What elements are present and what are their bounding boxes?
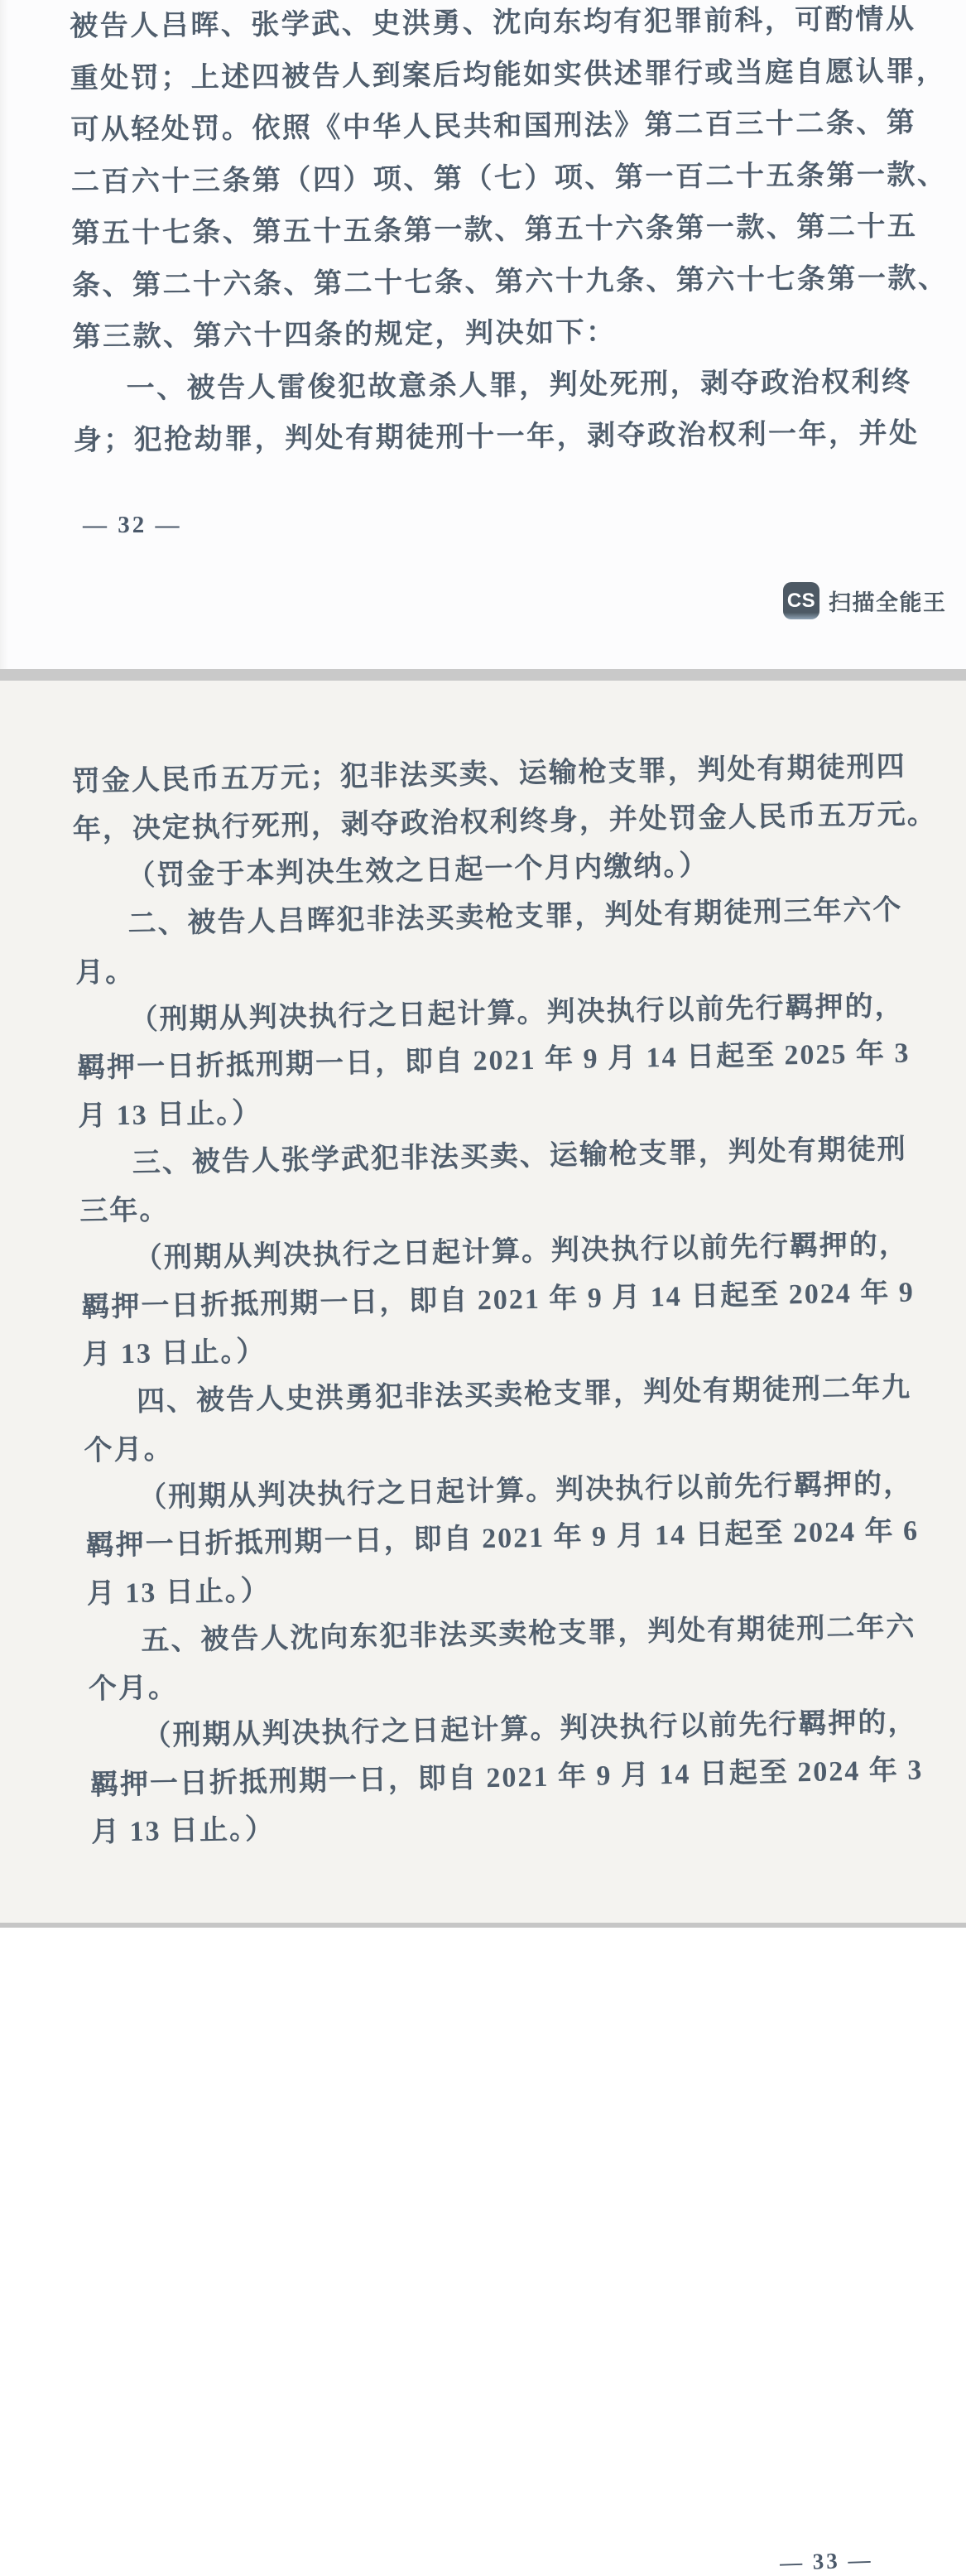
text-line: 年，决定执行死刑，剥夺政治权利终身，并处罚金人民币五万元。 [72, 798, 938, 845]
text-line: 五、被告人沈向东犯非法买卖枪支罪，判处有期徒刑二年六 [141, 1611, 916, 1657]
text-line: 月 13 日止。） [82, 1336, 267, 1371]
text-line: （刑期从判决执行之日起计算。判决执行以前先行羁押的， [142, 1707, 918, 1752]
text-line: 月 13 日止。） [77, 1097, 262, 1132]
camscanner-watermark [783, 582, 947, 619]
text-line: （罚金于本判决生效之日起一个月内缴纳。） [127, 850, 709, 893]
text-line: （刑期从判决执行之日起计算。判决执行以前先行羁押的， [133, 1229, 910, 1274]
text-line: 四、被告人史洪勇犯非法买卖枪支罪，判处有期徒刑二年九 [136, 1372, 912, 1418]
text-line: 重处罚；上述四被告人到案后均能如实供述罪行或当庭自愿认罪， [70, 55, 947, 94]
text-line: 三年。 [79, 1195, 170, 1228]
text-line: 二、被告人吕晖犯非法买卖枪支罪，判处有期徒刑三年六个 [127, 894, 903, 940]
text-line: 月 13 日止。） [90, 1814, 276, 1849]
text-line: 月 13 日止。） [86, 1575, 272, 1610]
text-line: 第五十七条、第五十五条第一款、第五十六条第一款、第二十五 [71, 211, 918, 249]
camscanner-logo-icon: CS [783, 582, 819, 619]
page-separator-band [0, 669, 966, 681]
text-line: 条、第二十六条、第二十七条、第六十九条、第六十七条第一款、 [71, 262, 949, 301]
text-line: 三、被告人张学武犯非法买卖、运输枪支罪，判处有期徒刑 [132, 1134, 908, 1179]
text-line: 月。 [74, 956, 136, 989]
text-line: 身；犯抢劫罪，判处有期徒刑十一年，剥夺政治权利一年，并处 [73, 418, 920, 456]
text-line: 羁押一日折抵刑期一日，即自 2021 年 9 月 14 日起至 2024 年 3 [89, 1755, 924, 1801]
text-line: 羁押一日折抵刑期一日，即自 2021 年 9 月 14 日起至 2024 年 6 [85, 1515, 920, 1562]
page-33-number: — 33 — [779, 2547, 873, 2575]
page-32-text-block [70, 0, 949, 467]
page-33-text-block [71, 743, 937, 1857]
page-32 [0, 0, 966, 669]
text-line: 个月。 [84, 1433, 174, 1466]
page-32-number: — 32 — [83, 512, 182, 538]
text-line: 一、被告人雷俊犯故意杀人罪，判处死刑，剥夺政治权利终 [126, 366, 912, 404]
text-line: 羁押一日折抵刑期一日，即自 2021 年 9 月 14 日起至 2025 年 3 [76, 1038, 911, 1085]
text-line: 罚金人民币五万元；犯非法买卖、运输枪支罪，判处有期徒刑四 [71, 751, 906, 798]
text-line: （刑期从判决执行之日起计算。判决执行以前先行羁押的， [129, 990, 905, 1036]
text-line: 二百六十三条第（四）项、第（七）项、第一百二十五条第一款、 [70, 159, 948, 198]
text-line: （刑期从判决执行之日起计算。判决执行以前先行羁押的， [137, 1468, 914, 1514]
text-line: 第三款、第六十四条的规定，判决如下： [72, 317, 617, 353]
camscanner-label: 扫描全能王 [829, 590, 947, 615]
text-line: 被告人吕晖、张学武、史洪勇、沈向东均有犯罪前科，可酌情从 [70, 4, 916, 42]
text-line: 可从轻处罚。依照《中华人民共和国刑法》第二百三十二条、第 [70, 108, 917, 146]
bottom-edge-strip [0, 1923, 966, 1928]
text-line: 羁押一日折抵刑期一日，即自 2021 年 9 月 14 日起至 2024 年 9 [81, 1277, 916, 1323]
text-line: 个月。 [88, 1673, 179, 1706]
page-33 [0, 681, 966, 2575]
